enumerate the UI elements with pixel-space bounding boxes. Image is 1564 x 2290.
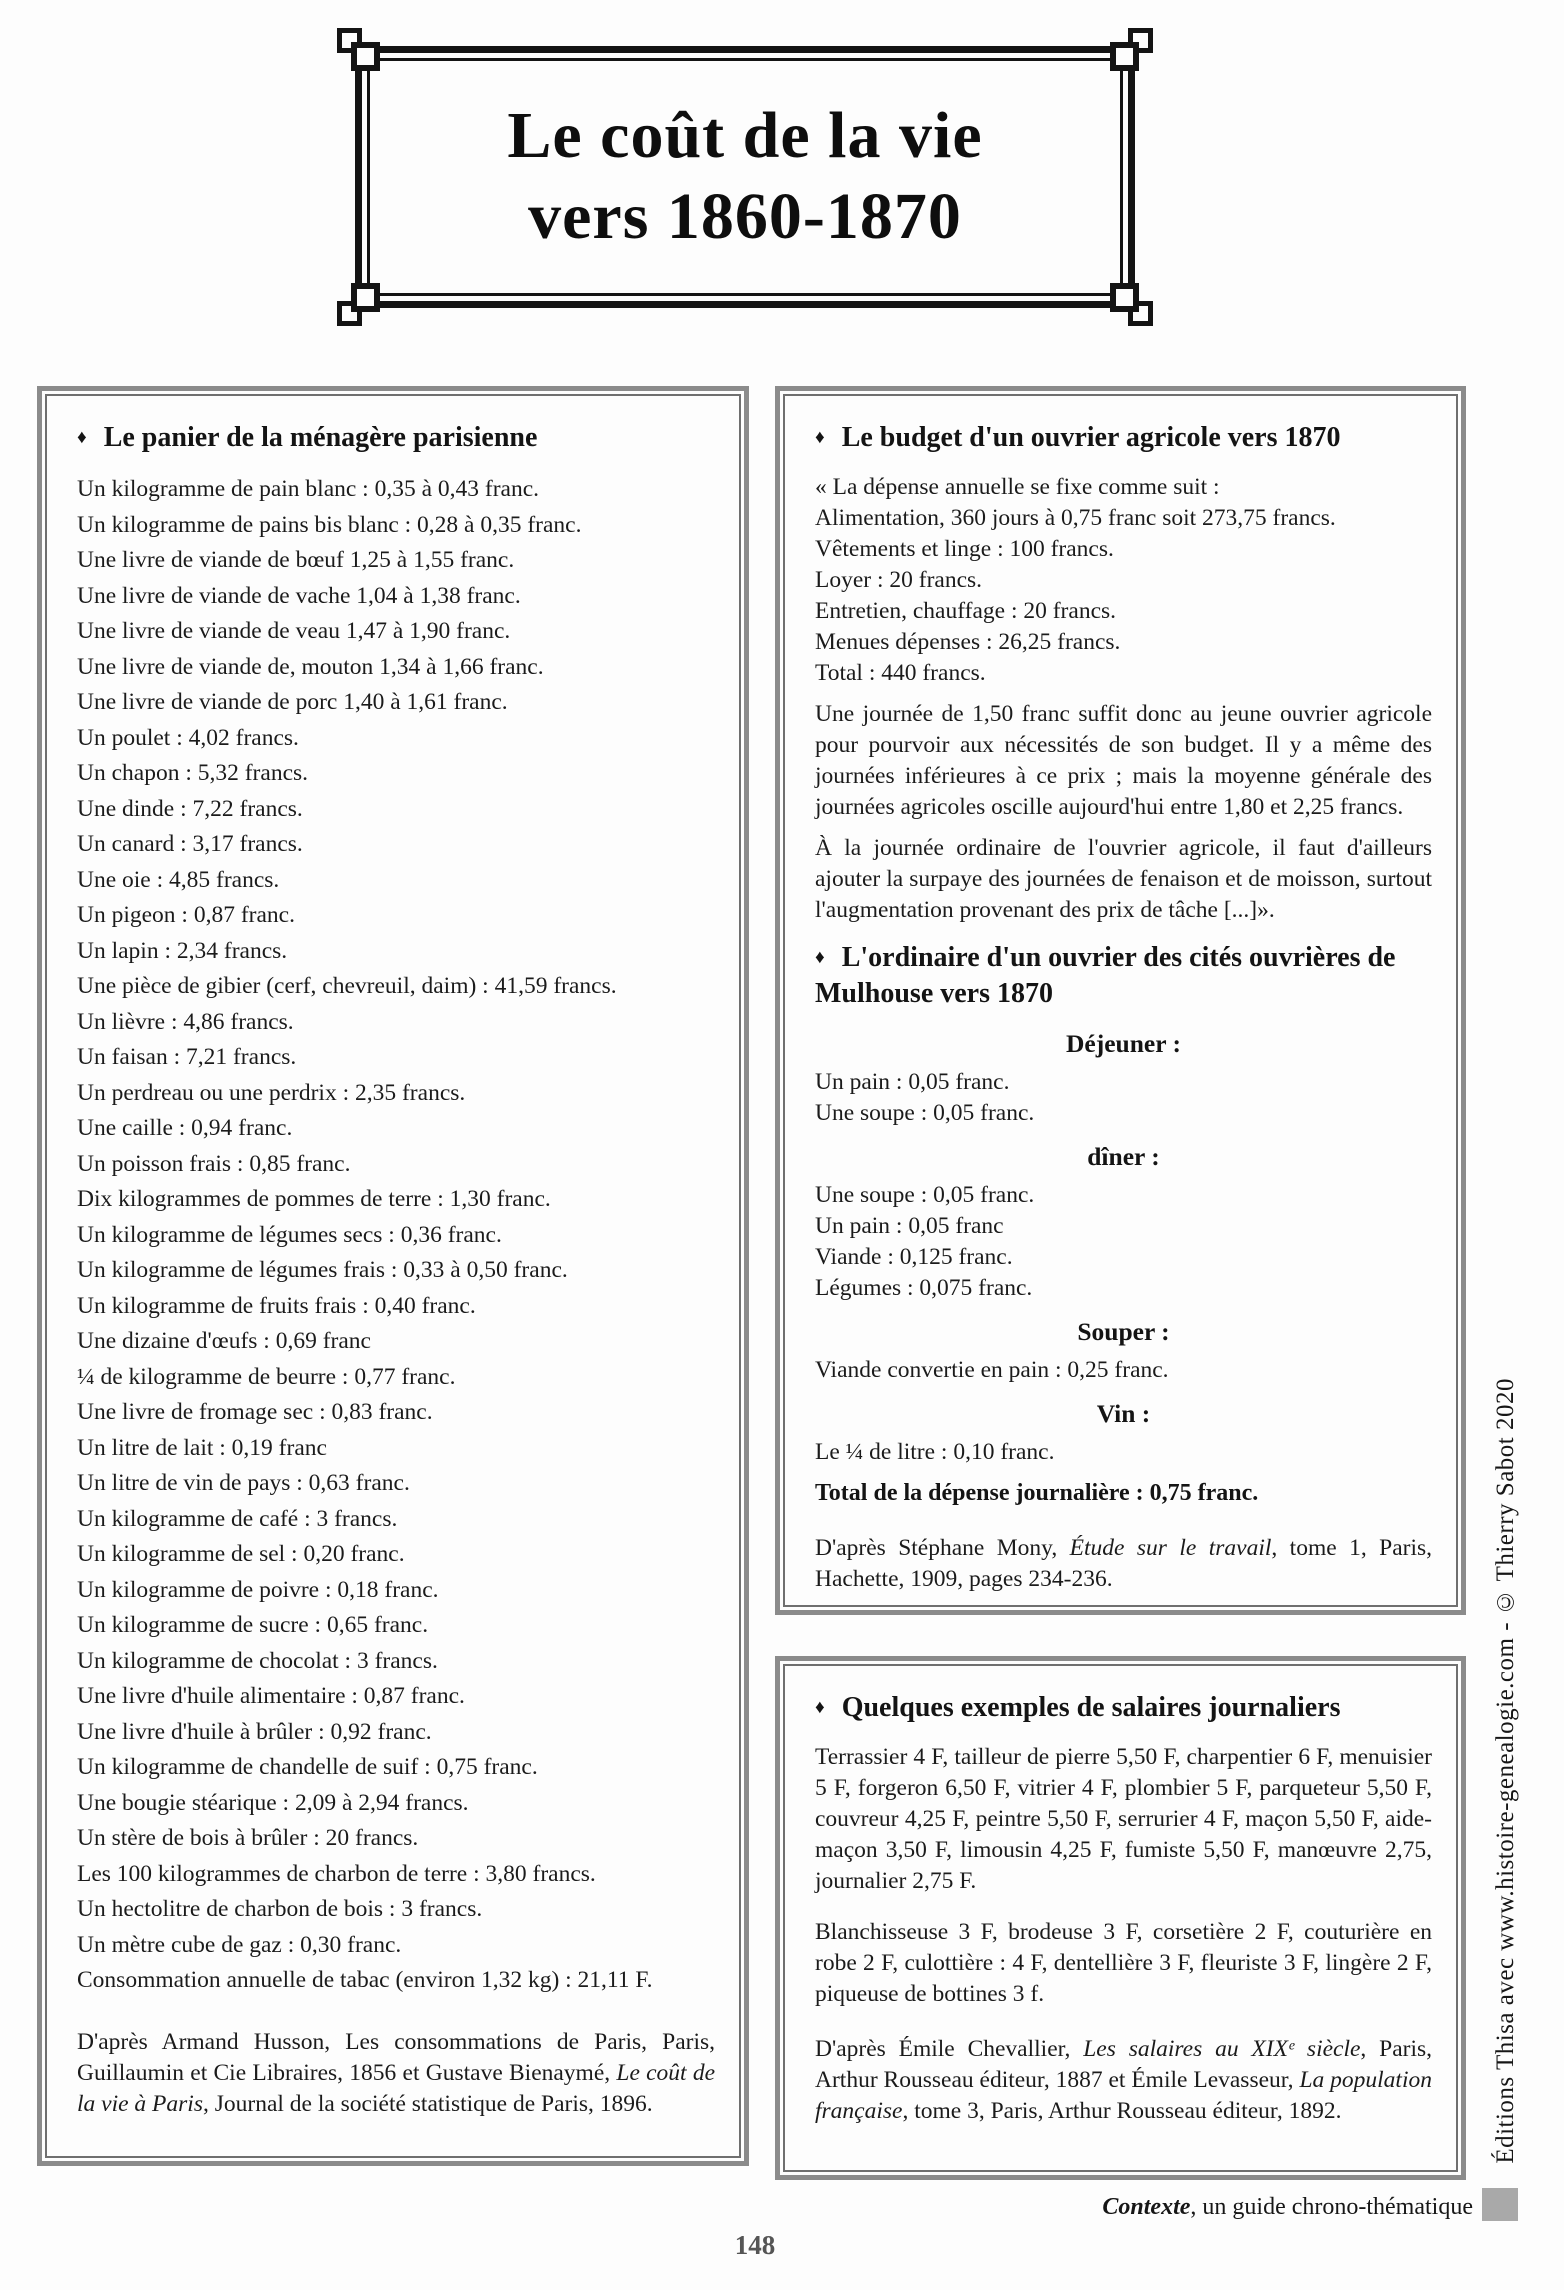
footer-note: Contexte, un guide chrono-thématique <box>1102 2194 1473 2220</box>
price-line: Une livre de viande de bœuf 1,25 à 1,55 franc. <box>77 547 515 573</box>
page-title <box>373 64 1117 290</box>
price-line: Une livre de viande de porc 1,40 à 1,61 franc. <box>77 689 508 715</box>
section-heading <box>815 1690 1432 1726</box>
diamond-bullet-icon: ♦ <box>77 427 87 448</box>
meals-list <box>815 1028 1432 1468</box>
corner-knot-icon <box>1109 282 1149 322</box>
price-line: Un kilogramme de pain blanc : 0,35 à 0,43 franc. <box>77 476 540 502</box>
price-line: Un kilogramme de sel : 0,20 franc. <box>77 1541 405 1567</box>
price-line: Un kilogramme de fruits frais : 0,40 franc. <box>77 1292 476 1319</box>
price-line: Un lapin : 2,34 francs. <box>77 937 288 964</box>
budget-line: Total : 440 francs. <box>815 660 986 686</box>
meal-title: Vin : <box>1096 1399 1151 1428</box>
source-paragraph: D'après Stéphane Mony, Étude sur le travail, tome 1, Paris, Hachette, 1909, pages 234-236. <box>815 1535 1432 1592</box>
price-line: Une livre de viande de, mouton 1,34 à 1,66 franc. <box>77 653 544 680</box>
section-heading-text: Quelques exemples de salaires journaliers <box>841 1692 1341 1723</box>
price-line: Un kilogramme de café : 3 francs. <box>77 1505 398 1532</box>
price-line: Une dizaine d'œufs : 0,69 franc <box>77 1328 371 1354</box>
price-line: Un kilogramme de sucre : 0,65 franc. <box>77 1612 429 1638</box>
price-line: Un faisan : 7,21 francs. <box>77 1044 297 1070</box>
corner-knot-icon <box>341 32 381 72</box>
meal-section <box>815 1141 1432 1304</box>
meal-title: Souper : <box>1077 1317 1170 1346</box>
price-line: Un litre de lait : 0,19 franc <box>77 1434 327 1461</box>
meal-section <box>815 1316 1432 1386</box>
paragraph: À la journée ordinaire de l'ouvrier agricole, il faut d'ailleurs ajouter la surpaye des journées de fenaison et de moisson, surtout l'augmentation provenant des prix de tâche [...]». <box>815 835 1432 923</box>
panel-salaires <box>775 1656 1466 2180</box>
section-heading-text: Le panier de la ménagère parisienne <box>103 422 538 453</box>
price-line: Un kilogramme de pains bis blanc : 0,28 à 0,35 franc. <box>77 511 582 538</box>
meal-lines <box>815 1355 1432 1386</box>
budget-line: Vêtements et linge : 100 francs. <box>815 536 1114 562</box>
price-line: Une oie : 4,85 francs. <box>77 866 280 893</box>
diamond-bullet-icon: ♦ <box>815 427 825 448</box>
intro-line: « La dépense annuelle se fixe comme suit : <box>815 474 1220 500</box>
panel-budget-inner <box>783 394 1458 1607</box>
source-paragraph: D'après Armand Husson, Les consommations de Paris, Paris, Guillaumin et Cie Libraires, 1856 et Gustave Bienaymé, Le coût de la vie à Paris, Journal de la société statistique de Paris, 1896. <box>77 2028 715 2117</box>
price-line: Une bougie stéarique : 2,09 à 2,94 francs. <box>77 1789 469 1816</box>
meal-line: Le ¼ de litre : 0,10 franc. <box>815 1439 1055 1465</box>
price-line: Un lièvre : 4,86 francs. <box>77 1008 294 1035</box>
section-heading <box>815 940 1432 1012</box>
price-line: Une caille : 0,94 franc. <box>77 1115 293 1141</box>
meal-line: Viande convertie en pain : 0,25 franc. <box>815 1357 1169 1383</box>
panel-budget-agricole <box>775 386 1466 1615</box>
section-heading-text: L'ordinaire d'un ouvrier des cités ouvrières de Mulhouse vers 1870 <box>815 942 1396 1009</box>
price-line: Une livre de viande de veau 1,47 à 1,90 franc. <box>77 618 511 644</box>
meal-title: Déjeuner : <box>1066 1029 1181 1058</box>
meal-lines <box>815 1437 1432 1468</box>
meal-line: Un pain : 0,05 franc <box>815 1213 1004 1239</box>
gray-marker-square <box>1482 2188 1518 2221</box>
price-line: Un kilogramme de légumes frais : 0,33 à 0,50 franc. <box>77 1257 568 1283</box>
price-line: Un kilogramme de chandelle de suif : 0,75 franc. <box>77 1754 538 1780</box>
meal-lines <box>815 1180 1432 1304</box>
price-line: Un poulet : 4,02 francs. <box>77 724 299 751</box>
budget-line: Alimentation, 360 jours à 0,75 franc soit 273,75 francs. <box>815 505 1336 531</box>
section-heading <box>77 420 715 456</box>
paragraph: Une journée de 1,50 franc suffit donc au jeune ouvrier agricole pour pourvoir aux nécessités de son budget. Il y a même des journées inférieures à ce prix ; mais la moyenne générale des journées agricoles oscille aujourd'hui entre 1,80 et 2,25 francs. <box>815 701 1432 820</box>
salary-paragraph-women: Blanchisseuse 3 F, brodeuse 3 F, corsetière 2 F, couturière en robe 2 F, culottière : 4 F, dentellière 3 F, fleuriste 3 F, lingère 2 F, piqueuse de bottines 3 f. <box>815 1919 1432 2007</box>
corner-knot-icon <box>1109 32 1149 72</box>
price-line: Un stère de bois à brûler : 20 francs. <box>77 1825 419 1851</box>
section-heading <box>815 420 1432 456</box>
price-line: Les 100 kilogrammes de charbon de terre : 3,80 francs. <box>77 1860 596 1887</box>
vertical-credit: Éditions Thisa avec www.histoire-genealogie.com - © Thierry Sabot 2020 <box>1492 1378 1519 2164</box>
salary-paragraph-men: Terrassier 4 F, tailleur de pierre 5,50 F, charpentier 6 F, menuisier 5 F, forgeron 6,50 F, vitrier 4 F, plombier 5 F, parqueteur 5,50 F, couvreur 4,25 F, peintre 5,50 F, serrurier 4 F, maçon 5,50 F, aide-maçon 3,50 F, limousin 4,25 F, fumiste 5,50 F, manœuvre 2,75, journalier 2,75 F. <box>815 1744 1432 1894</box>
page-number: 148 <box>734 2230 776 2260</box>
source-paragraph: D'après Émile Chevallier, Les salaires au XIXᵉ siècle, Paris, Arthur Rousseau éditeur, 1887 et Émile Levasseur, La population française, tome 3, Paris, Arthur Rousseau éditeur, 1892. <box>815 2036 1432 2124</box>
price-line: Un kilogramme de poivre : 0,18 franc. <box>77 1576 439 1603</box>
budget-line: Menues dépenses : 26,25 francs. <box>815 629 1121 655</box>
price-line: Un canard : 3,17 francs. <box>77 831 303 857</box>
price-line: Une livre d'huile à brûler : 0,92 franc. <box>77 1718 432 1745</box>
title-box <box>355 46 1135 308</box>
meal-section <box>815 1028 1432 1129</box>
price-line: Une livre d'huile alimentaire : 0,87 franc. <box>77 1683 465 1709</box>
section-heading-text: Le budget d'un ouvrier agricole vers 1870 <box>841 422 1341 453</box>
price-line: Un chapon : 5,32 francs. <box>77 760 309 786</box>
price-line: Un perdreau ou une perdrix : 2,35 francs. <box>77 1079 466 1106</box>
panel-panier-inner <box>45 394 741 2158</box>
budget-line: Entretien, chauffage : 20 francs. <box>815 598 1117 624</box>
price-line: Un litre de vin de pays : 0,63 franc. <box>77 1470 410 1496</box>
title-line-2: vers 1860-1870 <box>528 180 962 253</box>
meal-line: Une soupe : 0,05 franc. <box>815 1100 1035 1126</box>
price-line: Un pigeon : 0,87 franc. <box>77 902 295 928</box>
price-line: Une livre de fromage sec : 0,83 franc. <box>77 1399 433 1425</box>
meal-line: Une soupe : 0,05 franc. <box>815 1182 1035 1208</box>
budget-list <box>815 503 1432 689</box>
title-line-1: Le coût de la vie <box>507 99 983 173</box>
meal-section <box>815 1398 1432 1468</box>
price-line: ¼ de kilogramme de beurre : 0,77 franc. <box>77 1363 456 1390</box>
price-line: Dix kilogrammes de pommes de terre : 1,30 franc. <box>77 1186 551 1212</box>
price-line: Un mètre cube de gaz : 0,30 franc. <box>77 1931 402 1958</box>
price-list <box>77 472 715 1999</box>
meal-line: Un pain : 0,05 franc. <box>815 1069 1010 1095</box>
meal-line: Viande : 0,125 franc. <box>815 1244 1013 1270</box>
budget-line: Loyer : 20 francs. <box>815 567 983 593</box>
panel-panier-menagere <box>37 386 749 2166</box>
price-line: Un kilogramme de légumes secs : 0,36 franc. <box>77 1221 502 1248</box>
diamond-bullet-icon: ♦ <box>815 947 825 968</box>
diamond-bullet-icon: ♦ <box>815 1697 825 1718</box>
meal-lines <box>815 1067 1432 1129</box>
price-line: Un kilogramme de chocolat : 3 francs. <box>77 1647 438 1674</box>
price-line: Une pièce de gibier (cerf, chevreuil, daim) : 41,59 francs. <box>77 973 617 999</box>
price-line: Un hectolitre de charbon de bois : 3 francs. <box>77 1896 483 1922</box>
total-line: Total de la dépense journalière : 0,75 franc. <box>815 1480 1259 1506</box>
corner-knot-icon <box>341 282 381 322</box>
price-line: Une dinde : 7,22 francs. <box>77 795 303 822</box>
price-line: Une livre de viande de vache 1,04 à 1,38 franc. <box>77 582 521 609</box>
price-line: Un poisson frais : 0,85 franc. <box>77 1150 351 1177</box>
meal-title: dîner : <box>1087 1142 1160 1171</box>
meal-line: Légumes : 0,075 franc. <box>815 1275 1033 1301</box>
price-line: Consommation annuelle de tabac (environ 1,32 kg) : 21,11 F. <box>77 1967 653 1993</box>
panel-salaires-inner <box>783 1664 1458 2172</box>
